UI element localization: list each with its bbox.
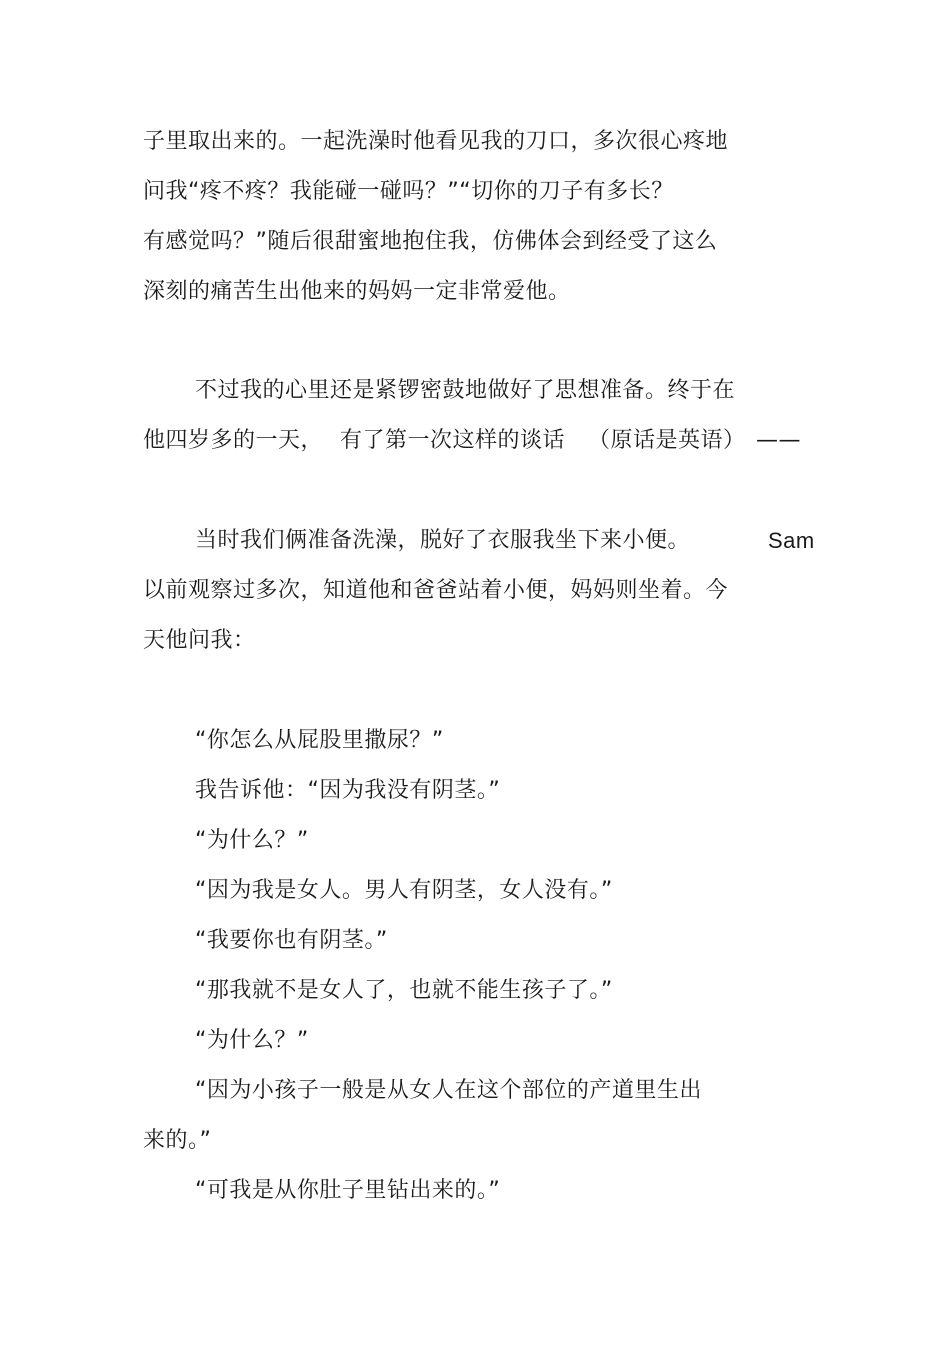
paragraph-1-line-4: 深刻的痛苦生出他来的妈妈一定非常爱他。 — [143, 279, 571, 304]
paragraph-2-line-1: 不过我的心里还是紧锣密鼓地做好了思想准备。终于在 — [195, 378, 736, 403]
dialogue-line-8b: 来的。” — [143, 1128, 212, 1153]
paragraph-3-line-1-part-a: 当时我们俩准备洗澡，脱好了衣服我坐下来小便。 — [195, 528, 691, 553]
paragraph-2-line-2 — [0, 426, 950, 456]
paragraph-3-line-2: 以前观察过多次，知道他和爸爸站着小便，妈妈则坐着。今 — [143, 578, 729, 603]
dialogue-line-7: “为什么？” — [195, 1028, 309, 1053]
paragraph-2-line-2-part-b: 有了第一次这样的谈话 — [340, 428, 566, 453]
dialogue-line-5: “我要你也有阴茎。” — [195, 928, 388, 953]
paragraph-2-line-2-part-d: —— — [756, 428, 801, 453]
dialogue-line-2: 我告诉他：“因为我没有阴茎。” — [195, 778, 501, 803]
paragraph-1-line-1: 子里取出来的。一起洗澡时他看见我的刀口，多次很心疼地 — [143, 129, 729, 154]
paragraph-2-line-2-part-c: （原话是英语） — [588, 428, 746, 453]
paragraph-2-line-2-part-a: 他四岁多的一天， — [143, 428, 324, 453]
dialogue-line-1: “你怎么从屁股里撒尿？” — [195, 728, 444, 753]
paragraph-1-line-3: 有感觉吗？”随后很甜蜜地抱住我，仿佛体会到经受了这么 — [143, 229, 718, 254]
paragraph-3-line-1 — [0, 526, 950, 556]
paragraph-1-line-2: 问我“疼不疼？我能碰一碰吗？”“切你的刀子有多长？ — [143, 179, 674, 204]
paragraph-3-line-1-name: Sam — [768, 528, 815, 553]
dialogue-line-9: “可我是从你肚子里钻出来的。” — [195, 1178, 501, 1203]
dialogue-line-4: “因为我是女人。男人有阴茎，女人没有。” — [195, 878, 613, 903]
dialogue-line-8a: “因为小孩子一般是从女人在这个部位的产道里生出 — [195, 1078, 702, 1103]
dialogue-line-3: “为什么？” — [195, 828, 309, 853]
paragraph-3-line-3: 天他问我： — [143, 628, 256, 653]
dialogue-line-6: “那我就不是女人了，也就不能生孩子了。” — [195, 978, 613, 1003]
